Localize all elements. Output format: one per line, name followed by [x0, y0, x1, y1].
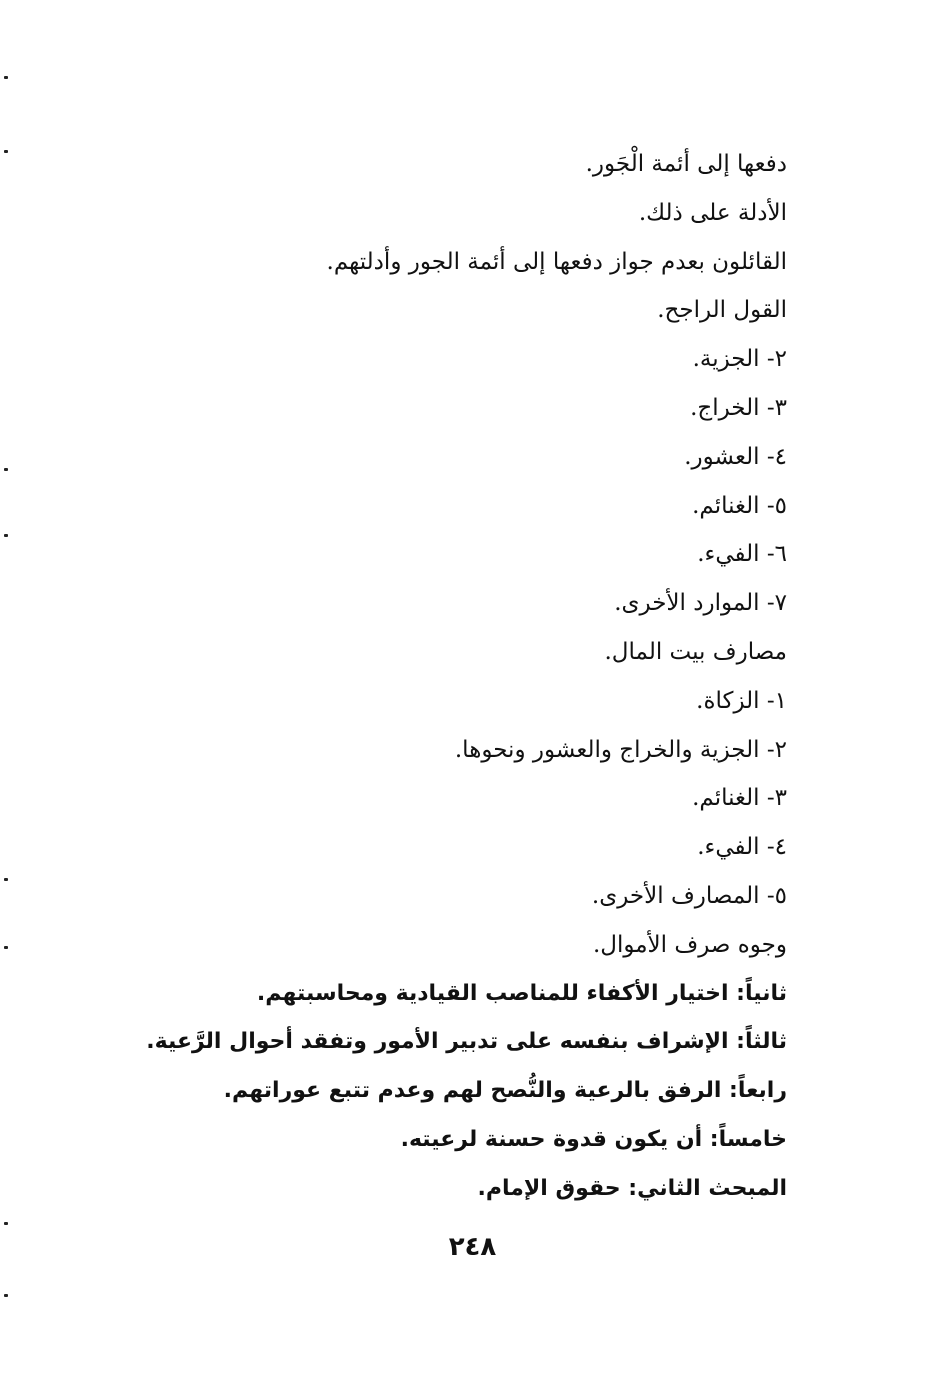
toc-line: ١- الزكاة. — [696, 687, 787, 714]
toc-heading-line: خامساً: أن يكون قدوة حسنة لرعيته. — [400, 1126, 787, 1152]
scan-speck — [4, 468, 8, 471]
toc-line: القول الراجح. — [657, 297, 787, 324]
page-number: ٢٤٨ — [448, 1232, 497, 1262]
toc-line: ٥- المصارف الأخرى. — [591, 882, 787, 909]
scan-speck — [4, 534, 8, 537]
toc-heading-line: المبحث الثاني: حقوق الإمام. — [477, 1175, 787, 1201]
scan-speck — [4, 76, 8, 79]
toc-line: ٢- الجزية. — [692, 346, 787, 373]
toc-line: ٢- الجزية والخراج والعشور ونحوها. — [454, 736, 787, 763]
toc-line: ٤- الفيء. — [697, 834, 787, 861]
scan-speck — [4, 1294, 8, 1297]
scan-speck — [4, 150, 8, 153]
scan-speck — [4, 878, 8, 881]
toc-heading-line: رابعاً: الرفق بالرعية والنُّصح لهم وعدم تتبع عوراتهم. — [223, 1078, 787, 1104]
table-of-contents-lines — [147, 140, 787, 1214]
toc-line: ٦- الفيء. — [697, 541, 787, 568]
toc-line: ٣- الخراج. — [690, 394, 787, 421]
toc-line: ٧- الموارد الأخرى. — [614, 590, 787, 617]
toc-line: دفعها إلى أئمة الْجَور. — [585, 151, 787, 177]
toc-line: وجوه صرف الأموال. — [592, 931, 787, 958]
toc-line: القائلون بعدم جواز دفعها إلى أئمة الجور وأدلتهم. — [326, 248, 787, 275]
toc-heading-line: ثالثاً: الإشراف بنفسه على تدبير الأمور وتفقد أحوال الرَّعية. — [146, 1029, 787, 1055]
toc-line: مصارف بيت المال. — [604, 638, 787, 665]
scan-speck — [4, 946, 8, 949]
toc-line: ٣- الغنائم. — [692, 785, 787, 812]
toc-line: ٤- العشور. — [684, 443, 787, 470]
toc-heading-line: ثانياً: اختيار الأكفاء للمناصب القيادية ومحاسبتهم. — [256, 980, 787, 1006]
toc-line: ٥- الغنائم. — [692, 492, 787, 519]
toc-line: الأدلة على ذلك. — [638, 199, 787, 226]
scan-speck — [4, 1222, 8, 1225]
